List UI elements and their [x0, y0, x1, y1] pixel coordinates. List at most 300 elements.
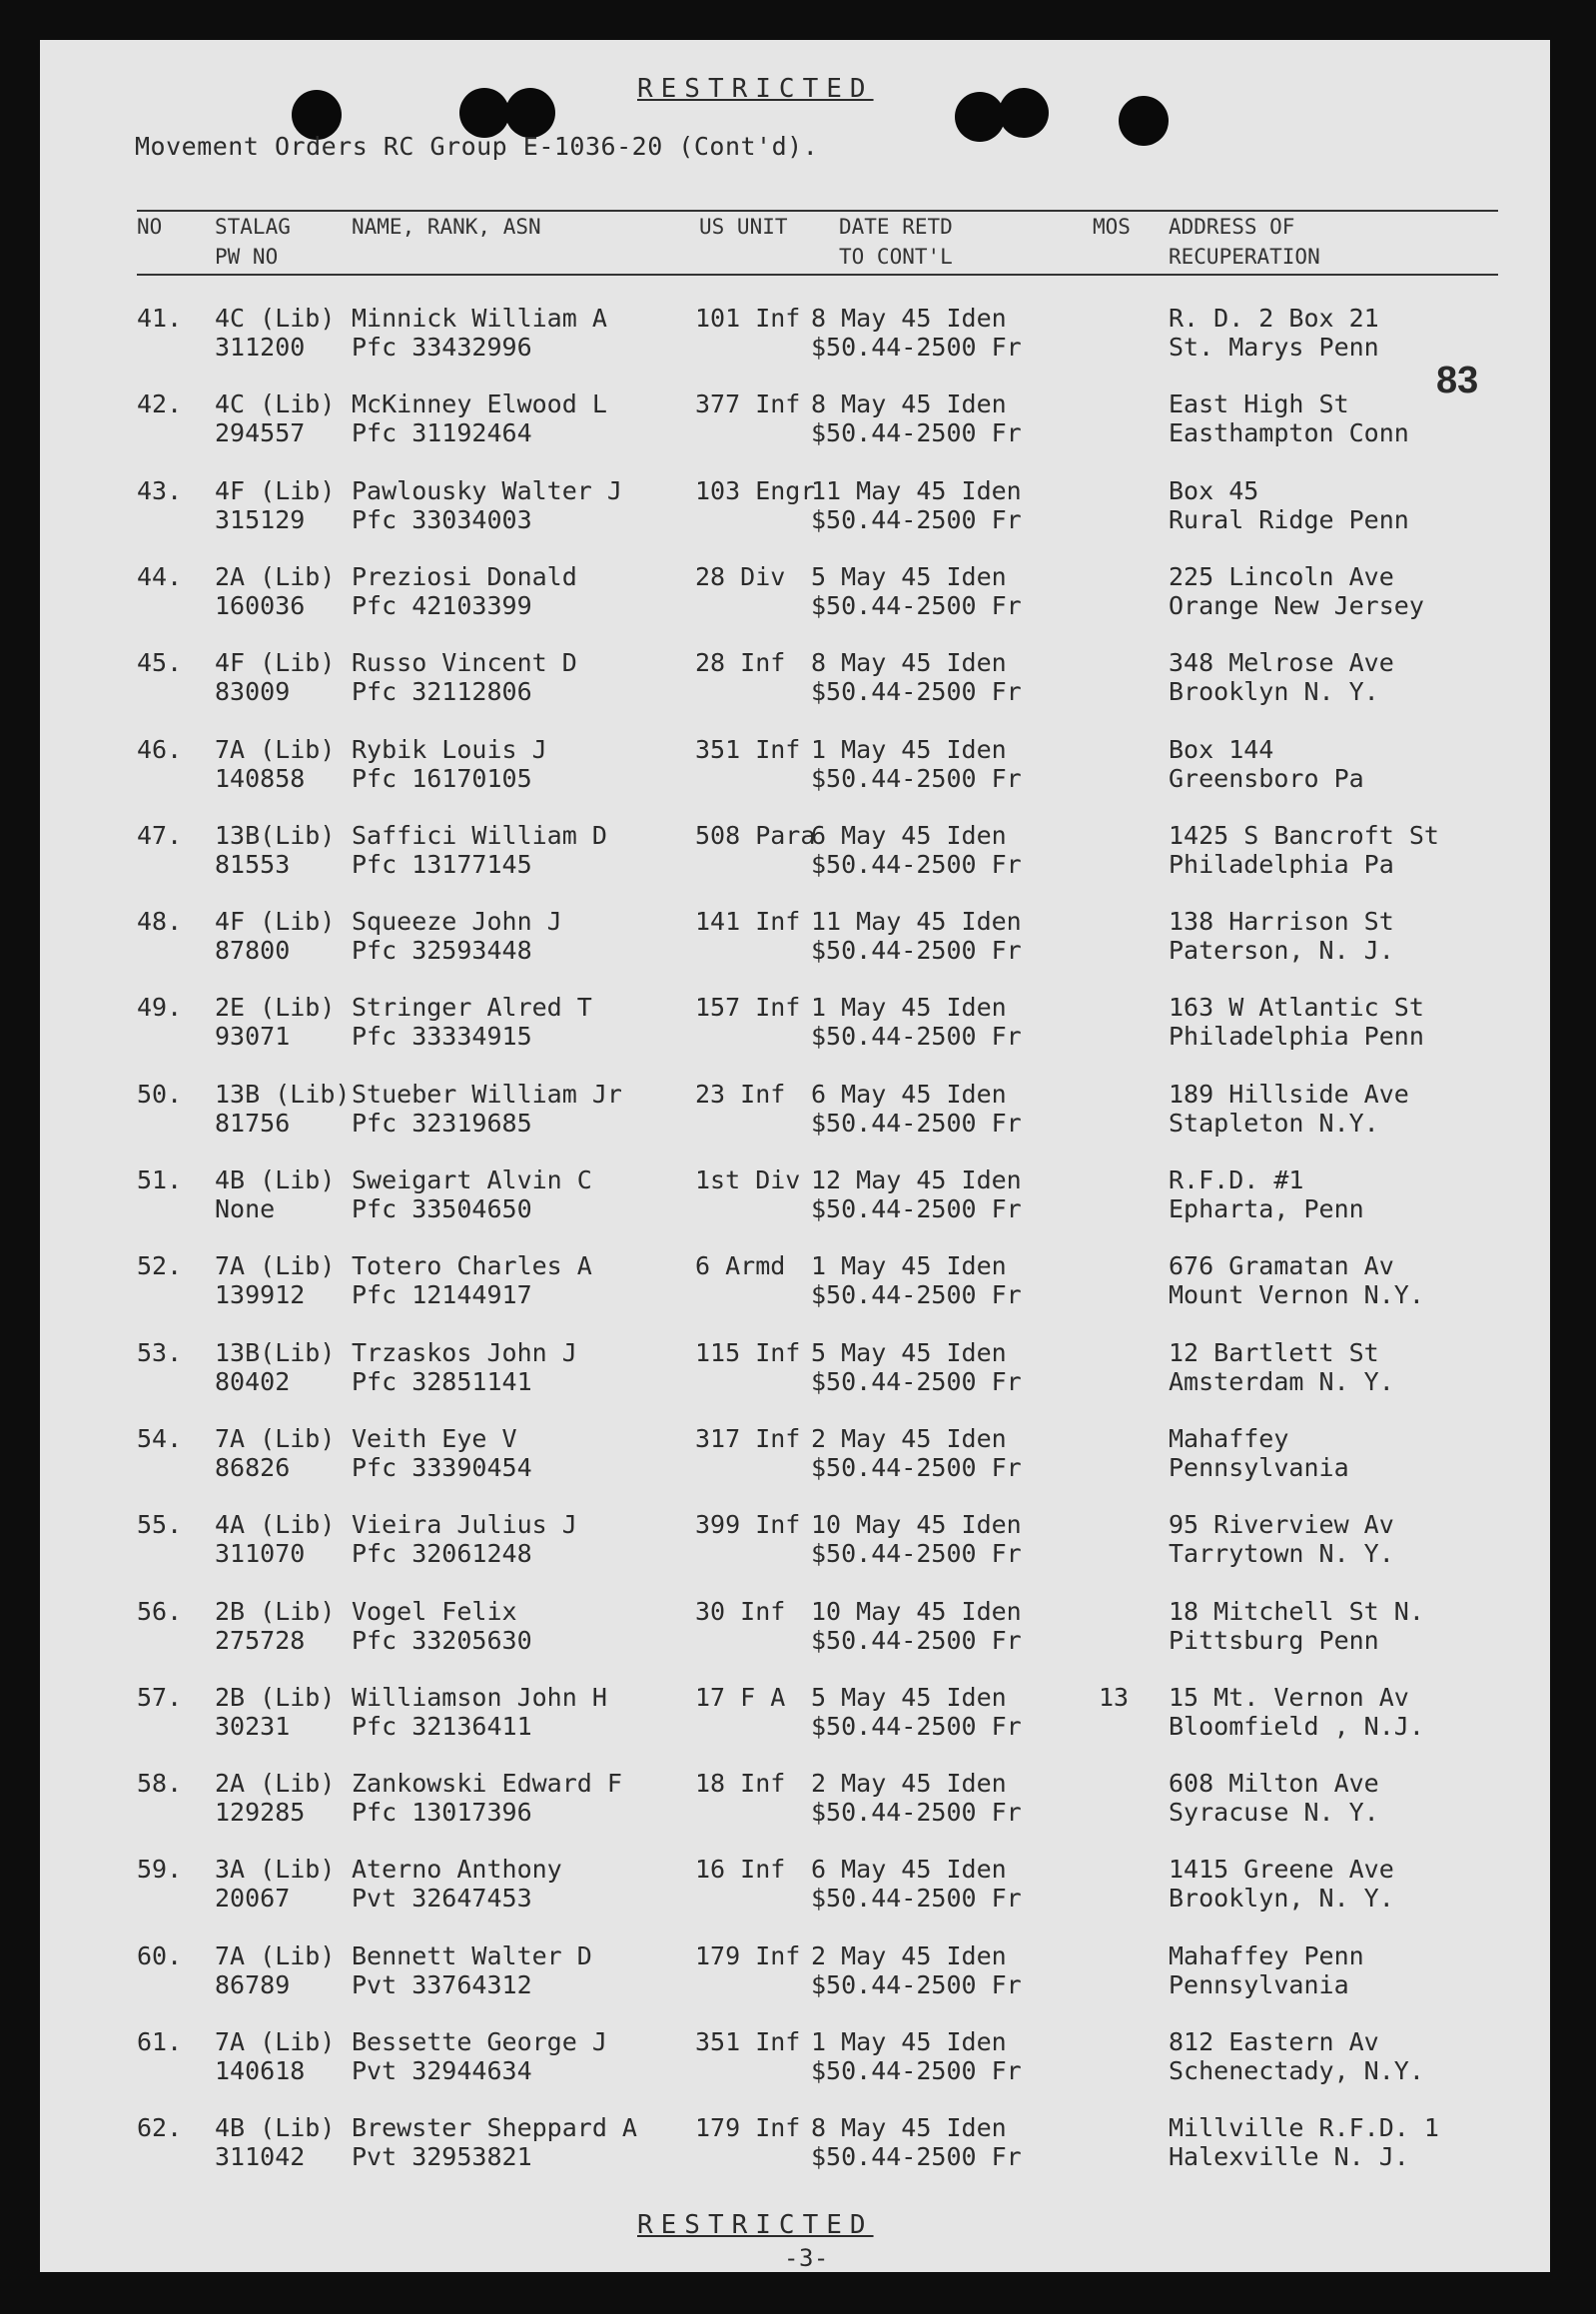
- recuperation-address-addr2: Mount Vernon N.Y.: [1169, 1280, 1424, 1309]
- stalag-pw-number-cell: [215, 1941, 335, 1999]
- us-unit-unit: 16 Inf: [695, 1855, 786, 1884]
- date-returned-cell: [811, 907, 1022, 965]
- name-rank-asn-name: Bessette George J: [352, 2027, 607, 2056]
- name-rank-asn-cell: [352, 1597, 532, 1655]
- stalag-pw-number-stalag: 4F (Lib): [215, 907, 336, 936]
- recuperation-address-cell: [1169, 1080, 1409, 1138]
- name-rank-asn-cell: [352, 476, 622, 534]
- date-returned-date: 8 May 45 Iden: [811, 389, 1007, 418]
- stalag-pw-number-pw: 139912: [215, 1280, 306, 1309]
- us-unit-unit: 317 Inf: [695, 1424, 801, 1453]
- name-rank-asn-cell: [352, 1769, 622, 1827]
- table-row: [40, 1338, 1550, 1398]
- row-number-cell: [137, 1510, 182, 1539]
- us-unit-unit: 179 Inf: [695, 1941, 801, 1970]
- stalag-pw-number-pw: 129285: [215, 1798, 306, 1827]
- row-number-cell: [137, 2113, 182, 2142]
- stalag-pw-number-cell: [215, 821, 335, 879]
- recuperation-address-cell: [1169, 735, 1364, 793]
- name-rank-asn-cell: [352, 735, 547, 793]
- us-unit-cell: [695, 735, 800, 764]
- row-number-cell: [137, 304, 182, 333]
- name-rank-asn-rank_asn: Pvt 32647453: [352, 1884, 532, 1913]
- us-unit-cell: [695, 476, 815, 505]
- recuperation-address-addr1: R. D. 2 Box 21: [1169, 304, 1379, 333]
- recuperation-address-addr1: Millville R.F.D. 1: [1169, 2113, 1439, 2142]
- stalag-pw-number-cell: [215, 1683, 335, 1741]
- date-returned-date: 11 May 45 Iden: [811, 476, 1022, 505]
- date-returned-cell: [811, 1424, 1022, 1482]
- stalag-pw-number-cell: [215, 1769, 335, 1827]
- name-rank-asn-cell: [352, 1510, 577, 1568]
- stalag-pw-number-cell: [215, 2027, 335, 2085]
- name-rank-asn-name: Russo Vincent D: [352, 648, 577, 677]
- stalag-pw-number-cell: [215, 1165, 335, 1223]
- name-rank-asn-cell: [352, 2113, 637, 2171]
- row-number-no: 48.: [137, 907, 183, 936]
- row-number-no: 42.: [137, 389, 183, 418]
- recuperation-address-addr1: 163 W Atlantic St: [1169, 993, 1424, 1022]
- name-rank-asn-cell: [352, 1941, 592, 1999]
- recuperation-address-cell: [1169, 1510, 1394, 1568]
- table-row: [40, 735, 1550, 795]
- row-number-cell: [137, 907, 182, 936]
- column-header-address-line2: RECUPERATION: [1169, 245, 1320, 269]
- stalag-pw-number-pw: 86826: [215, 1453, 291, 1482]
- name-rank-asn-cell: [352, 993, 592, 1051]
- recuperation-address-addr1: Box 45: [1169, 476, 1259, 505]
- date-returned-pay: $50.44-2500 Fr: [811, 764, 1022, 793]
- us-unit-cell: [695, 562, 785, 591]
- name-rank-asn-rank_asn: Pfc 32061248: [352, 1539, 532, 1568]
- stalag-pw-number-cell: [215, 1510, 335, 1568]
- name-rank-asn-name: Totero Charles A: [352, 1251, 592, 1280]
- us-unit-cell: [695, 2027, 800, 2056]
- name-rank-asn-rank_asn: Pfc 33390454: [352, 1453, 532, 1482]
- stalag-pw-number-pw: 30231: [215, 1712, 291, 1741]
- name-rank-asn-cell: [352, 389, 607, 447]
- date-returned-cell: [811, 1080, 1022, 1138]
- name-rank-asn-rank_asn: Pfc 32112806: [352, 677, 532, 706]
- name-rank-asn-cell: [352, 1424, 532, 1482]
- date-returned-pay: $50.44-2500 Fr: [811, 2056, 1022, 2085]
- stalag-pw-number-stalag: 13B (Lib): [215, 1080, 351, 1109]
- us-unit-cell: [695, 1338, 800, 1367]
- name-rank-asn-name: Vieira Julius J: [352, 1510, 577, 1539]
- date-returned-date: 8 May 45 Iden: [811, 2113, 1007, 2142]
- name-rank-asn-rank_asn: Pfc 33205630: [352, 1626, 532, 1655]
- recuperation-address-addr1: 812 Eastern Av: [1169, 2027, 1379, 2056]
- date-returned-pay: $50.44-2500 Fr: [811, 1712, 1022, 1741]
- recuperation-address-addr1: 189 Hillside Ave: [1169, 1080, 1409, 1109]
- recuperation-address-cell: [1169, 1597, 1424, 1655]
- stalag-pw-number-cell: [215, 1338, 335, 1396]
- name-rank-asn-rank_asn: Pvt 33764312: [352, 1970, 532, 1999]
- row-number-cell: [137, 1683, 182, 1712]
- us-unit-unit: 23 Inf: [695, 1080, 786, 1109]
- table-row: [40, 304, 1550, 364]
- us-unit-unit: 17 F A: [695, 1683, 786, 1712]
- name-rank-asn-cell: [352, 1338, 577, 1396]
- row-number-cell: [137, 821, 182, 850]
- name-rank-asn-rank_asn: Pfc 32136411: [352, 1712, 532, 1741]
- row-number-no: 60.: [137, 1941, 183, 1970]
- stalag-pw-number-pw: 93071: [215, 1022, 291, 1051]
- recuperation-address-addr2: Philadelphia Penn: [1169, 1022, 1424, 1051]
- date-returned-cell: [811, 1683, 1022, 1741]
- name-rank-asn-name: Minnick William A: [352, 304, 607, 333]
- date-returned-pay: $50.44-2500 Fr: [811, 418, 1022, 447]
- date-returned-cell: [811, 2027, 1022, 2085]
- table-row: [40, 389, 1550, 449]
- recuperation-address-addr1: 348 Melrose Ave: [1169, 648, 1394, 677]
- stalag-pw-number-stalag: 4F (Lib): [215, 476, 336, 505]
- recuperation-address-addr2: Pennsylvania: [1169, 1970, 1349, 1999]
- us-unit-unit: 6 Armd: [695, 1251, 786, 1280]
- us-unit-cell: [695, 1683, 785, 1712]
- row-number-cell: [137, 1424, 182, 1453]
- table-row: [40, 1165, 1550, 1225]
- name-rank-asn-name: Stringer Alred T: [352, 993, 592, 1022]
- name-rank-asn-rank_asn: Pfc 32593448: [352, 936, 532, 965]
- stalag-pw-number-pw: 86789: [215, 1970, 291, 1999]
- stalag-pw-number-cell: [215, 993, 335, 1051]
- stalag-pw-number-pw: 81756: [215, 1109, 291, 1138]
- date-returned-pay: $50.44-2500 Fr: [811, 2142, 1022, 2171]
- stalag-pw-number-stalag: 3A (Lib): [215, 1855, 336, 1884]
- recuperation-address-addr1: 138 Harrison St: [1169, 907, 1394, 936]
- name-rank-asn-rank_asn: Pfc 33432996: [352, 333, 532, 362]
- name-rank-asn-cell: [352, 1683, 607, 1741]
- stalag-pw-number-cell: [215, 1080, 350, 1138]
- table-row: [40, 993, 1550, 1053]
- table-row: [40, 1251, 1550, 1311]
- recuperation-address-addr1: 608 Milton Ave: [1169, 1769, 1379, 1798]
- recuperation-address-cell: [1169, 1941, 1364, 1999]
- stalag-pw-number-cell: [215, 1855, 335, 1913]
- row-number-cell: [137, 735, 182, 764]
- date-returned-pay: $50.44-2500 Fr: [811, 1367, 1022, 1396]
- table-row: [40, 1683, 1550, 1743]
- date-returned-cell: [811, 1510, 1022, 1568]
- stalag-pw-number-pw: 140858: [215, 764, 306, 793]
- name-rank-asn-cell: [352, 1251, 592, 1309]
- date-returned-pay: $50.44-2500 Fr: [811, 1884, 1022, 1913]
- row-number-cell: [137, 1338, 182, 1367]
- name-rank-asn-rank_asn: Pvt 32944634: [352, 2056, 532, 2085]
- punch-hole: [955, 92, 1005, 142]
- recuperation-address-cell: [1169, 821, 1439, 879]
- date-returned-pay: $50.44-2500 Fr: [811, 505, 1022, 534]
- recuperation-address-addr1: R.F.D. #1: [1169, 1165, 1304, 1194]
- us-unit-cell: [695, 1080, 785, 1109]
- recuperation-address-cell: [1169, 1165, 1364, 1223]
- name-rank-asn-cell: [352, 1080, 622, 1138]
- stalag-pw-number-cell: [215, 907, 335, 965]
- date-returned-date: 2 May 45 Iden: [811, 1769, 1007, 1798]
- recuperation-address-addr1: Mahaffey Penn: [1169, 1941, 1364, 1970]
- column-header-date-line1: DATE RETD: [839, 215, 953, 239]
- name-rank-asn-rank_asn: Pfc 33504650: [352, 1194, 532, 1223]
- row-number-no: 44.: [137, 562, 183, 591]
- date-returned-date: 5 May 45 Iden: [811, 1338, 1007, 1367]
- table-row: [40, 648, 1550, 708]
- row-number-no: 50.: [137, 1080, 183, 1109]
- recuperation-address-cell: [1169, 907, 1394, 965]
- row-number-no: 61.: [137, 2027, 183, 2056]
- recuperation-address-cell: [1169, 1855, 1394, 1913]
- stalag-pw-number-cell: [215, 1597, 335, 1655]
- name-rank-asn-name: Squeeze John J: [352, 907, 562, 936]
- stalag-pw-number-cell: [215, 476, 335, 534]
- row-number-cell: [137, 476, 182, 505]
- stalag-pw-number-stalag: 2B (Lib): [215, 1683, 336, 1712]
- column-header-mos: MOS: [1093, 215, 1131, 239]
- name-rank-asn-name: Vogel Felix: [352, 1597, 517, 1626]
- date-returned-date: 8 May 45 Iden: [811, 648, 1007, 677]
- name-rank-asn-rank_asn: Pfc 31192464: [352, 418, 532, 447]
- date-returned-cell: [811, 2113, 1022, 2171]
- date-returned-date: 11 May 45 Iden: [811, 907, 1022, 936]
- stalag-pw-number-stalag: 7A (Lib): [215, 1251, 336, 1280]
- recuperation-address-addr1: 15 Mt. Vernon Av: [1169, 1683, 1409, 1712]
- recuperation-address-addr1: 676 Gramatan Av: [1169, 1251, 1394, 1280]
- date-returned-date: 6 May 45 Iden: [811, 1855, 1007, 1884]
- stalag-pw-number-stalag: 4F (Lib): [215, 648, 336, 677]
- recuperation-address-cell: [1169, 1769, 1379, 1827]
- us-unit-unit: 30 Inf: [695, 1597, 786, 1626]
- row-number-cell: [137, 1769, 182, 1798]
- stalag-pw-number-stalag: 2E (Lib): [215, 993, 336, 1022]
- recuperation-address-cell: [1169, 1424, 1349, 1482]
- date-returned-date: 1 May 45 Iden: [811, 993, 1007, 1022]
- date-returned-cell: [811, 476, 1022, 534]
- table-row: [40, 1080, 1550, 1140]
- row-number-cell: [137, 562, 182, 591]
- column-header-stalag: [215, 212, 291, 272]
- name-rank-asn-cell: [352, 821, 607, 879]
- us-unit-cell: [695, 1251, 785, 1280]
- us-unit-unit: 351 Inf: [695, 735, 801, 764]
- recuperation-address-cell: [1169, 476, 1409, 534]
- stalag-pw-number-cell: [215, 1424, 335, 1482]
- row-number-cell: [137, 993, 182, 1022]
- date-returned-pay: $50.44-2500 Fr: [811, 936, 1022, 965]
- table-row: [40, 1597, 1550, 1657]
- row-number-no: 56.: [137, 1597, 183, 1626]
- stalag-pw-number-pw: 315129: [215, 505, 306, 534]
- column-header-date-line2: TO CONT'L: [839, 245, 953, 269]
- date-returned-date: 8 May 45 Iden: [811, 304, 1007, 333]
- recuperation-address-addr1: Box 144: [1169, 735, 1274, 764]
- recuperation-address-addr2: Orange New Jersey: [1169, 591, 1424, 620]
- us-unit-cell: [695, 1769, 785, 1798]
- date-returned-cell: [811, 648, 1022, 706]
- stalag-pw-number-stalag: 2B (Lib): [215, 1597, 336, 1626]
- stalag-pw-number-pw: 160036: [215, 591, 306, 620]
- stalag-pw-number-stalag: 4C (Lib): [215, 389, 336, 418]
- name-rank-asn-cell: [352, 2027, 607, 2085]
- recuperation-address-cell: [1169, 648, 1394, 706]
- stalag-pw-number-cell: [215, 2113, 335, 2171]
- recuperation-address-addr1: 1415 Greene Ave: [1169, 1855, 1394, 1884]
- column-header-unit: US UNIT: [699, 215, 788, 239]
- stalag-pw-number-stalag: 7A (Lib): [215, 1941, 336, 1970]
- row-number-no: 52.: [137, 1251, 183, 1280]
- date-returned-date: 12 May 45 Iden: [811, 1165, 1022, 1194]
- date-returned-cell: [811, 821, 1022, 879]
- date-returned-date: 2 May 45 Iden: [811, 1941, 1007, 1970]
- column-header-address-line1: ADDRESS OF: [1169, 215, 1295, 239]
- stalag-pw-number-stalag: 7A (Lib): [215, 2027, 336, 2056]
- table-row: [40, 2027, 1550, 2087]
- stalag-pw-number-cell: [215, 304, 335, 362]
- column-header-stalag-line1: STALAG: [215, 215, 291, 239]
- table-row: [40, 1769, 1550, 1829]
- stalag-pw-number-pw: 140618: [215, 2056, 306, 2085]
- stalag-pw-number-stalag: 2A (Lib): [215, 1769, 336, 1798]
- table-row: [40, 476, 1550, 536]
- name-rank-asn-name: Preziosi Donald: [352, 562, 577, 591]
- date-returned-pay: $50.44-2500 Fr: [811, 1798, 1022, 1827]
- row-number-no: 59.: [137, 1855, 183, 1884]
- punch-hole: [1119, 96, 1169, 146]
- date-returned-pay: $50.44-2500 Fr: [811, 677, 1022, 706]
- recuperation-address-cell: [1169, 304, 1379, 362]
- us-unit-unit: 157 Inf: [695, 993, 801, 1022]
- recuperation-address-addr2: Rural Ridge Penn: [1169, 505, 1409, 534]
- recuperation-address-addr2: Paterson, N. J.: [1169, 936, 1394, 965]
- row-number-cell: [137, 1597, 182, 1626]
- recuperation-address-addr2: Epharta, Penn: [1169, 1194, 1364, 1223]
- date-returned-date: 10 May 45 Iden: [811, 1597, 1022, 1626]
- recuperation-address-addr1: 12 Bartlett St: [1169, 1338, 1379, 1367]
- us-unit-unit: 103 Engr: [695, 476, 816, 505]
- row-number-cell: [137, 1080, 182, 1109]
- recuperation-address-cell: [1169, 1683, 1424, 1741]
- recuperation-address-addr2: Amsterdam N. Y.: [1169, 1367, 1394, 1396]
- us-unit-cell: [695, 1510, 800, 1539]
- row-number-no: 54.: [137, 1424, 183, 1453]
- classification-header: RESTRICTED: [637, 74, 874, 104]
- date-returned-pay: $50.44-2500 Fr: [811, 1970, 1022, 1999]
- stalag-pw-number-stalag: 13B(Lib): [215, 1338, 336, 1367]
- us-unit-cell: [695, 1855, 785, 1884]
- stalag-pw-number-stalag: 13B(Lib): [215, 821, 336, 850]
- recuperation-address-addr1: 95 Riverview Av: [1169, 1510, 1394, 1539]
- date-returned-pay: $50.44-2500 Fr: [811, 1626, 1022, 1655]
- name-rank-asn-rank_asn: Pfc 16170105: [352, 764, 532, 793]
- name-rank-asn-name: Bennett Walter D: [352, 1941, 592, 1970]
- stalag-pw-number-pw: 294557: [215, 418, 306, 447]
- stalag-pw-number-stalag: 4B (Lib): [215, 1165, 336, 1194]
- column-header-no: NO: [137, 215, 163, 239]
- header-bottom-rule: [137, 274, 1498, 276]
- us-unit-unit: 28 Div: [695, 562, 786, 591]
- row-number-no: 49.: [137, 993, 183, 1022]
- recuperation-address-addr2: Bloomfield , N.J.: [1169, 1712, 1424, 1741]
- date-returned-cell: [811, 735, 1022, 793]
- stalag-pw-number-cell: [215, 1251, 335, 1309]
- name-rank-asn-cell: [352, 648, 577, 706]
- name-rank-asn-name: Williamson John H: [352, 1683, 607, 1712]
- row-number-cell: [137, 1941, 182, 1970]
- recuperation-address-addr2: Easthampton Conn: [1169, 418, 1409, 447]
- us-unit-cell: [695, 2113, 800, 2142]
- name-rank-asn-rank_asn: Pvt 32953821: [352, 2142, 532, 2171]
- punch-hole: [999, 88, 1049, 138]
- stalag-pw-number-stalag: 7A (Lib): [215, 735, 336, 764]
- name-rank-asn-name: Pawlousky Walter J: [352, 476, 622, 505]
- stalag-pw-number-stalag: 7A (Lib): [215, 1424, 336, 1453]
- date-returned-cell: [811, 993, 1022, 1051]
- row-number-cell: [137, 648, 182, 677]
- recuperation-address-cell: [1169, 993, 1424, 1051]
- recuperation-address-addr2: Halexville N. J.: [1169, 2142, 1409, 2171]
- us-unit-unit: 399 Inf: [695, 1510, 801, 1539]
- us-unit-cell: [695, 993, 800, 1022]
- page-number: -3-: [784, 2244, 829, 2272]
- us-unit-unit: 1st Div: [695, 1165, 801, 1194]
- recuperation-address-addr1: 1425 S Bancroft St: [1169, 821, 1439, 850]
- stalag-pw-number-cell: [215, 735, 335, 793]
- table-row: [40, 1941, 1550, 2001]
- date-returned-date: 2 May 45 Iden: [811, 1424, 1007, 1453]
- name-rank-asn-cell: [352, 1855, 562, 1913]
- stalag-pw-number-stalag: 4A (Lib): [215, 1510, 336, 1539]
- recuperation-address-cell: [1169, 1338, 1394, 1396]
- recuperation-address-cell: [1169, 1251, 1424, 1309]
- column-header-date: [839, 212, 953, 272]
- mos-cell: [1099, 1683, 1129, 1712]
- name-rank-asn-rank_asn: Pfc 32319685: [352, 1109, 532, 1138]
- date-returned-pay: $50.44-2500 Fr: [811, 1194, 1022, 1223]
- table-row: [40, 562, 1550, 622]
- us-unit-cell: [695, 1165, 800, 1194]
- punch-hole: [459, 88, 509, 138]
- recuperation-address-addr2: Philadelphia Pa: [1169, 850, 1394, 879]
- name-rank-asn-name: Stueber William Jr: [352, 1080, 622, 1109]
- name-rank-asn-name: McKinney Elwood L: [352, 389, 607, 418]
- stalag-pw-number-pw: 87800: [215, 936, 291, 965]
- table-row: [40, 821, 1550, 881]
- row-number-no: 46.: [137, 735, 183, 764]
- us-unit-unit: 179 Inf: [695, 2113, 801, 2142]
- recuperation-address-addr2: Tarrytown N. Y.: [1169, 1539, 1394, 1568]
- document-subtitle: Movement Orders RC Group E-1036-20 (Cont'd).: [135, 132, 819, 161]
- date-returned-date: 1 May 45 Iden: [811, 735, 1007, 764]
- recuperation-address-cell: [1169, 2113, 1439, 2171]
- date-returned-cell: [811, 1855, 1022, 1913]
- date-returned-pay: $50.44-2500 Fr: [811, 1022, 1022, 1051]
- name-rank-asn-name: Saffici William D: [352, 821, 607, 850]
- name-rank-asn-rank_asn: Pfc 12144917: [352, 1280, 532, 1309]
- name-rank-asn-rank_asn: Pfc 42103399: [352, 591, 532, 620]
- recuperation-address-addr2: Syracuse N. Y.: [1169, 1798, 1379, 1827]
- date-returned-date: 1 May 45 Iden: [811, 2027, 1007, 2056]
- row-number-cell: [137, 1251, 182, 1280]
- name-rank-asn-name: Brewster Sheppard A: [352, 2113, 637, 2142]
- us-unit-unit: 377 Inf: [695, 389, 801, 418]
- stalag-pw-number-pw: 83009: [215, 677, 291, 706]
- stalag-pw-number-pw: 311200: [215, 333, 306, 362]
- date-returned-pay: $50.44-2500 Fr: [811, 591, 1022, 620]
- name-rank-asn-cell: [352, 562, 577, 620]
- document-page: [40, 40, 1550, 2272]
- recuperation-address-cell: [1169, 389, 1409, 447]
- stalag-pw-number-pw: 311070: [215, 1539, 306, 1568]
- us-unit-unit: 115 Inf: [695, 1338, 801, 1367]
